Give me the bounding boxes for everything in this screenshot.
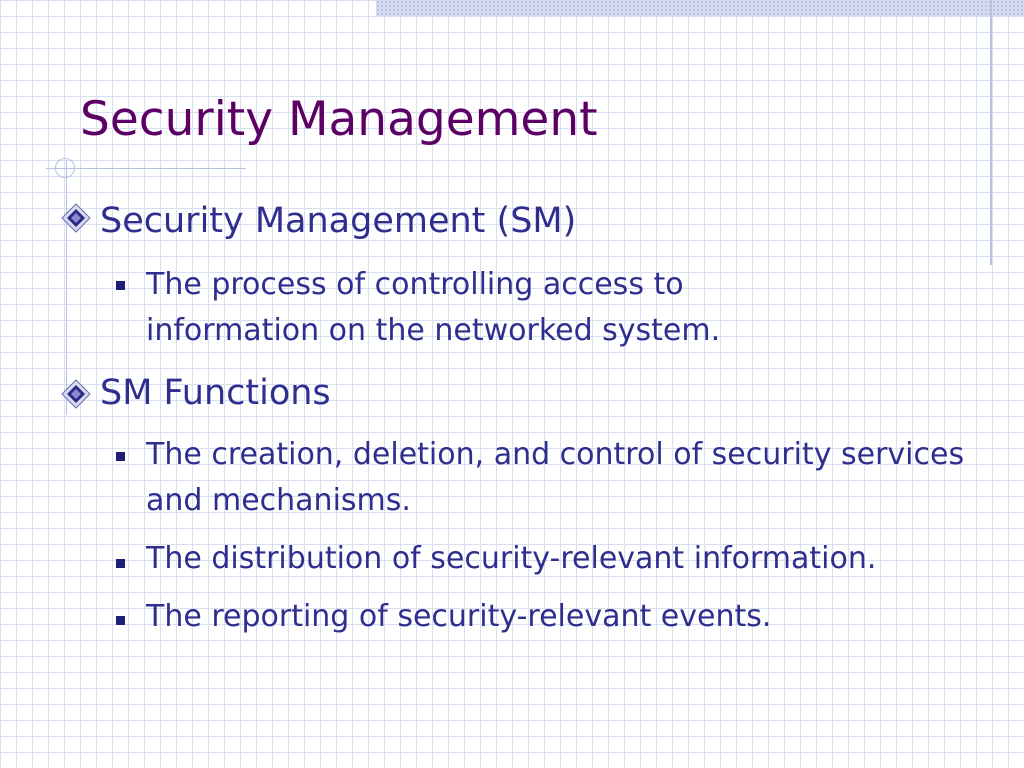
square-bullet-icon: [116, 452, 125, 461]
diamond-bullet-icon: [61, 203, 91, 233]
right-vertical-rule: [990, 0, 992, 265]
title-underline-rule: [46, 168, 246, 169]
circle-ornament-icon: [55, 158, 75, 178]
sub-bullet-reporting: The reporting of security-relevant events.: [146, 599, 772, 634]
sub-bullet-process: The process of controlling access to information on the networked system.: [146, 267, 721, 348]
diamond-bullet-icon: [61, 379, 91, 409]
square-bullet-icon: [116, 559, 125, 568]
slide-title: Security Management: [80, 92, 598, 147]
square-bullet-icon: [116, 281, 125, 290]
bullet-sm-functions: SM Functions: [100, 373, 331, 413]
sub-bullet-distribution: The distribution of security-relevant information.: [146, 541, 877, 576]
top-decorative-band: [376, 0, 1024, 16]
left-vertical-rule: [66, 160, 67, 415]
sub-bullet-creation: The creation, deletion, and control of security services and mechanisms.: [146, 437, 965, 518]
square-bullet-icon: [116, 616, 125, 625]
bullet-security-management: Security Management (SM): [100, 201, 577, 241]
